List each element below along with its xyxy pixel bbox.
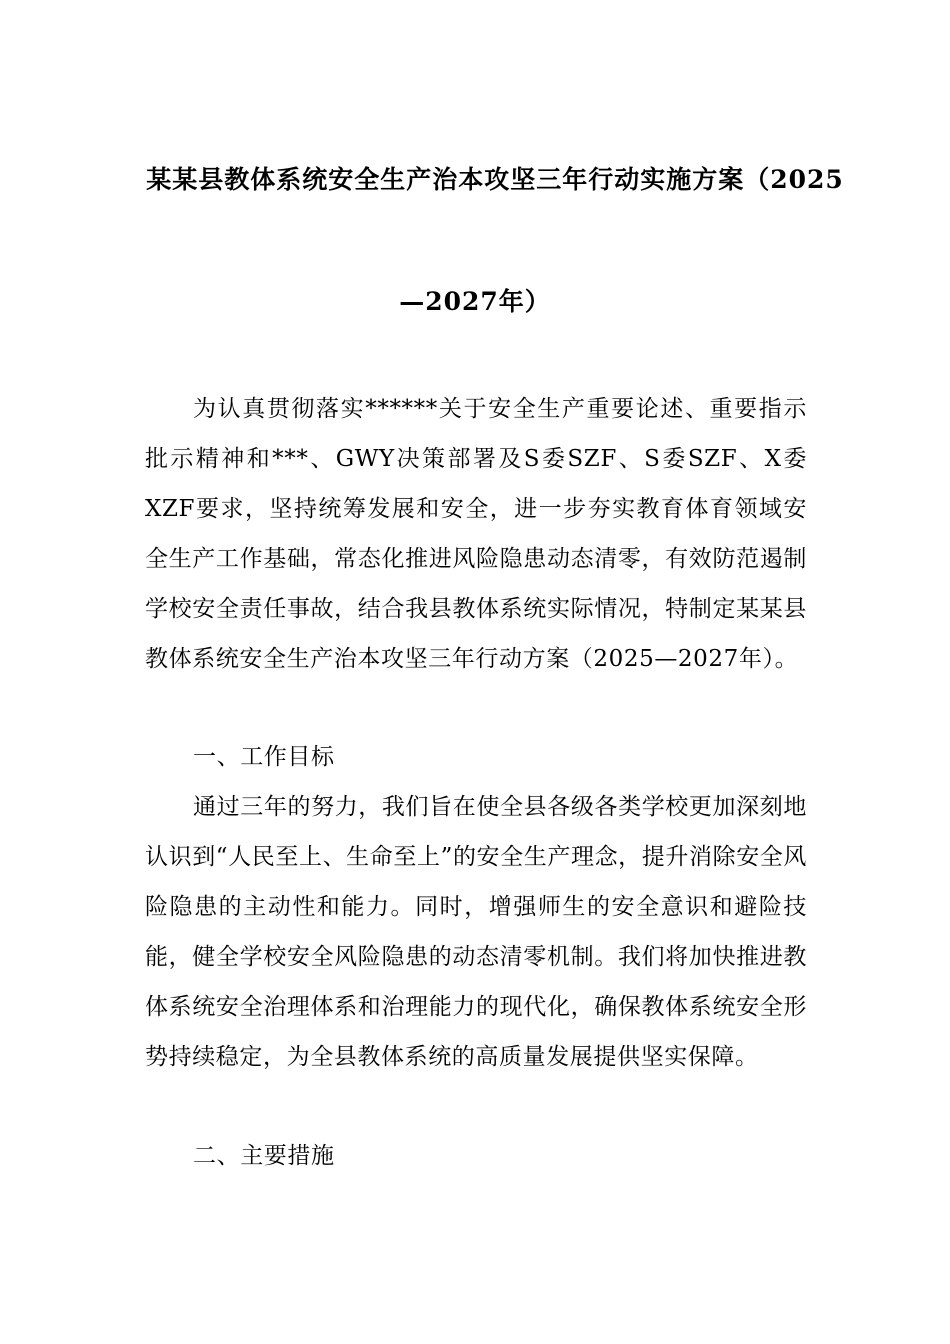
goals-paragraph: 通过三年的努力，我们旨在使全县各级各类学校更加深刻地认识到“人民至上、生命至上”的安全生产理念，提升消除安全风险隐患的主动性和能力。同时，增强师生的安全意识和避险技能，健全学校安全风险隐患的动态清零机制。我们将加快推进教体系统安全治理体系和治理能力的现代化，确保教体系统安全形势持续稳定，为全县教体系统的高质量发展提供坚实保障。 (145, 794, 807, 1070)
section-heading-measures: 二、主要措施 (193, 1143, 335, 1169)
section-heading-goals: 一、工作目标 (193, 744, 335, 770)
document-title-line-2: —2027年） (399, 287, 551, 316)
document-title-line-1: 某某县教体系统安全生产治本攻坚三年行动实施方案（2025 (146, 165, 844, 194)
intro-paragraph: 为认真贯彻落实******关于安全生产重要论述、重要指示批示精神和***、GWY决策部署及S委SZF、S委SZF、X委XZF要求，坚持统筹发展和安全，进一步夯实教育体育领域安全生产工作基础，常态化推进风险隐患动态清零，有效防范遏制学校安全责任事故，结合我县教体系统实际情况，特制定某某县教体系统安全生产治本攻坚三年行动方案（2025—2027年）。 (145, 396, 807, 672)
